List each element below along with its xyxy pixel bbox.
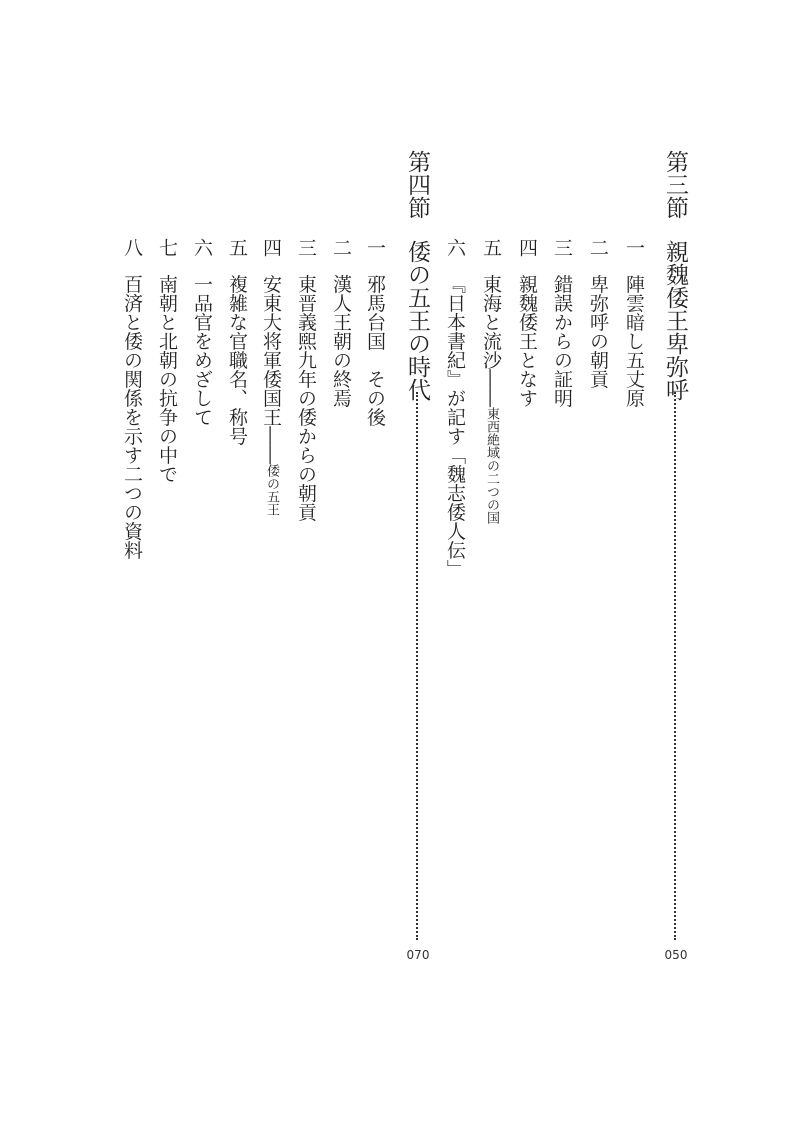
dash: ―― [480,369,502,408]
toc-item: 四安東大将軍倭国王――倭の五王 [260,238,282,517]
toc-item: 五東海と流沙――東西絶域の二つの国 [480,238,502,525]
toc-item: 二卑弥呼の朝貢 [587,238,609,389]
section-4-label: 第四節 [404,150,430,219]
toc-item: 六一品官をめざして [191,238,213,427]
section-3-heading [663,150,686,401]
toc-item: 四親魏倭王となす [516,238,538,408]
section-4-title: 倭の五王の時代 [404,239,430,401]
toc-subtitle: 倭の五王 [264,464,279,517]
toc-item: 三東晋義煕九年の倭からの朝貢 [295,238,317,522]
dash: ―― [260,426,282,465]
toc-item: 一陣雲暗し五丈原 [623,238,645,408]
toc-item: 三錯誤からの証明 [551,238,573,408]
toc-item: 六『日本書紀』が記す「魏志倭人伝」 [444,238,466,579]
section-3-leader-dots [674,392,676,940]
section-3-title: 親魏倭王卑弥呼 [662,239,688,401]
section-4-page-number: 070 [406,948,430,962]
toc-item: 七南朝と北朝の抗争の中で [156,238,178,484]
toc-item: 一邪馬台国 その後 [364,238,386,427]
section-3-page-number: 050 [664,948,688,962]
toc-item: 八百済と倭の関係を示す二つの資料 [121,238,143,560]
section-4-leader-dots [416,392,418,940]
section-3-label: 第三節 [662,150,688,219]
section-4-heading [405,150,428,401]
toc-item: 二漢人王朝の終焉 [330,238,352,408]
toc-subtitle: 東西絶域の二つの国 [484,407,499,525]
toc-item: 五複雑な官職名、称号 [226,238,248,446]
